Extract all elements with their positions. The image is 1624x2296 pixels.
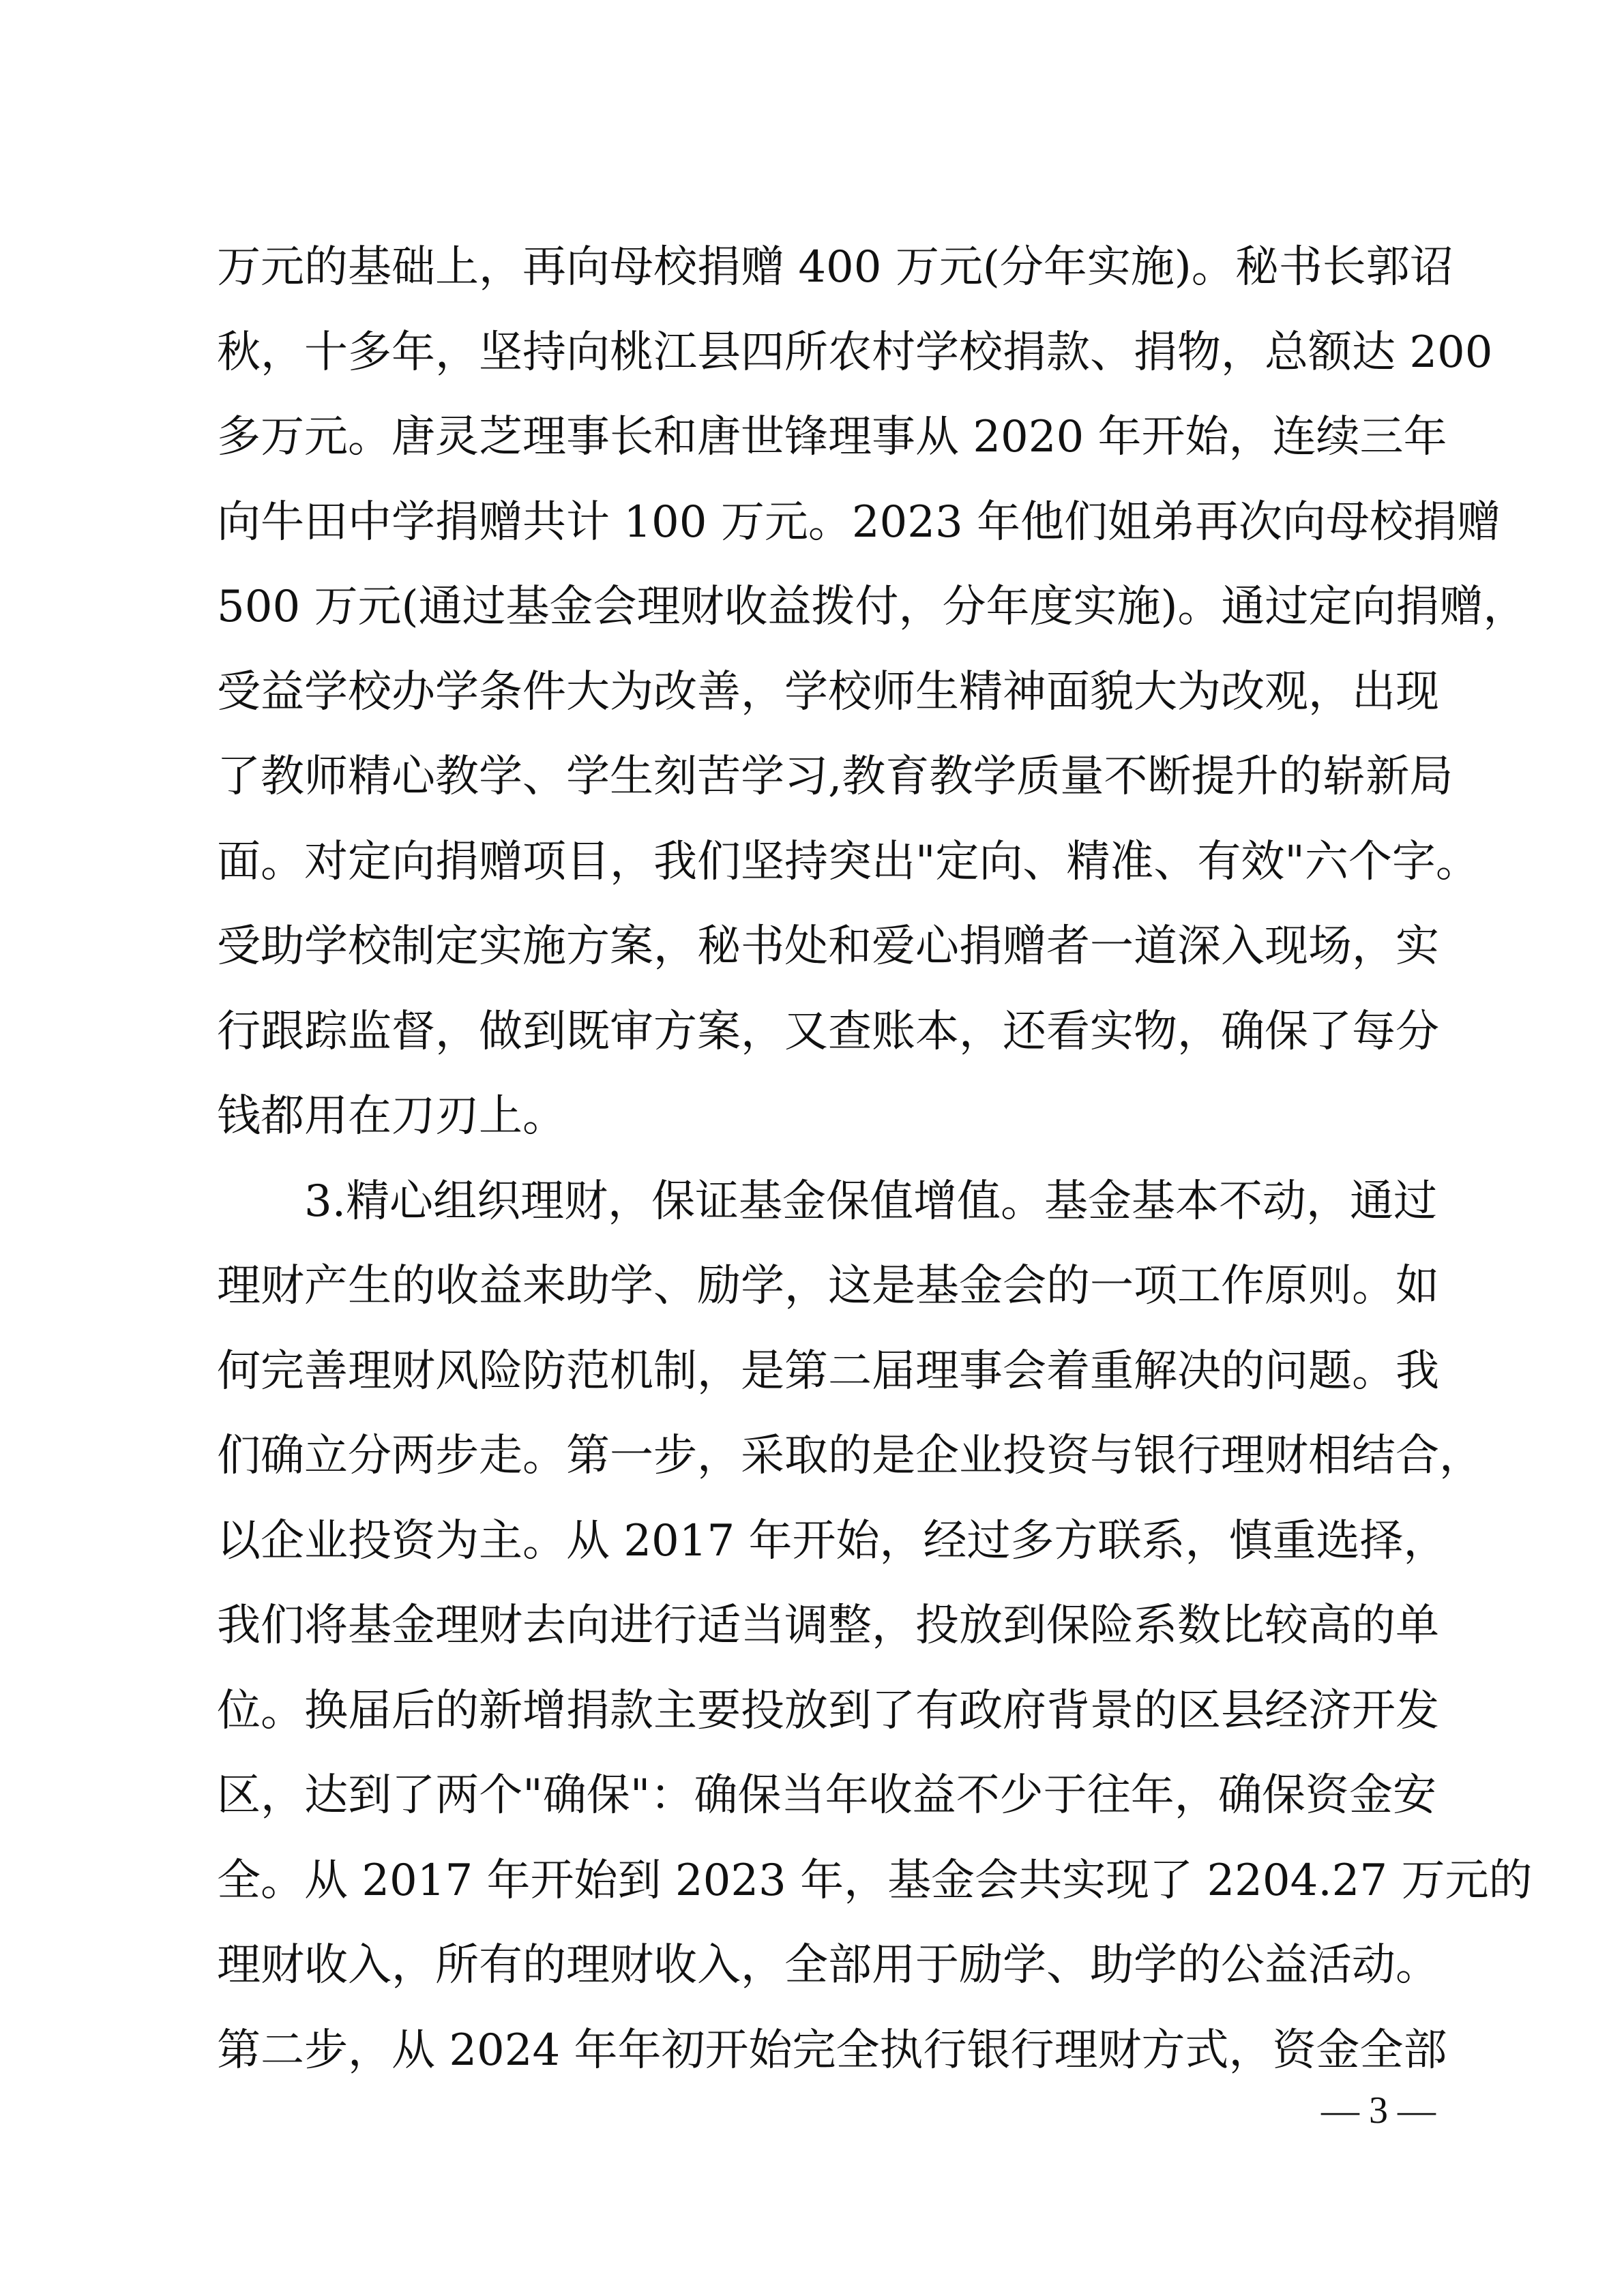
body-text — [217, 225, 1533, 2093]
page-number: — 3 — — [1321, 2089, 1436, 2132]
text-line: 秋，十多年，坚持向桃江县四所农村学校捐款、捐物，总额达 200 — [217, 327, 1493, 378]
paragraph — [217, 1159, 1533, 2093]
text-line: 区，达到了两个"确保"：确保当年收益不少于往年，确保资金安 — [217, 1770, 1436, 1821]
text-line: 位。换届后的新增捐款主要投放到了有政府背景的区县经济开发 — [217, 1685, 1439, 1736]
paragraph — [217, 225, 1527, 1159]
text-line: 全。从 2017 年开始到 2023 年，基金会共实现了 2204.27 万元的 — [217, 1855, 1533, 1906]
text-line: 们确立分两步走。第一步，采取的是企业投资与银行理财相结合， — [217, 1431, 1483, 1481]
text-line: 钱都用在刀刃上。 — [217, 1091, 566, 1142]
text-line: 以企业投资为主。从 2017 年开始，经过多方联系，慎重选择， — [217, 1515, 1447, 1566]
text-line: 受助学校制定实施方案，秘书处和爱心捐赠者一道深入现场，实 — [217, 921, 1439, 972]
text-line: 多万元。唐灵芝理事长和唐世锋理事从 2020 年开始，连续三年 — [217, 412, 1447, 462]
text-line: 第二步，从 2024 年年初开始完全执行银行理财方式，资金全部 — [217, 2025, 1447, 2076]
text-line: 受益学校办学条件大为改善，学校师生精神面貌大为改观，出现 — [217, 666, 1439, 717]
text-line: 行跟踪监督，做到既审方案，又查账本，还看实物，确保了每分 — [217, 1006, 1439, 1057]
text-line: 何完善理财风险防范机制，是第二届理事会着重解决的问题。我 — [217, 1345, 1439, 1397]
text-line: 了教师精心教学、学生刻苦学习,教育教学质量不断提升的崭新局 — [217, 751, 1453, 802]
text-line: 理财产生的收益来助学、励学，这是基金会的一项工作原则。如 — [217, 1261, 1439, 1311]
text-line: 理财收入，所有的理财收入，全部用于励学、助学的公益活动。 — [217, 1940, 1439, 1991]
text-line: 500 万元(通过基金会理财收益拨付，分年度实施)。通过定向捐赠， — [217, 582, 1527, 632]
text-line: 我们将基金理财去向进行适当调整，投放到保险系数比较高的单 — [217, 1600, 1439, 1651]
text-line: 面。对定向捐赠项目，我们坚持突出"定向、精准、有效"六个字。 — [217, 836, 1479, 887]
text-line: 向牛田中学捐赠共计 100 万元。2023 年他们姐弟再次向母校捐赠 — [217, 496, 1501, 548]
text-line: 万元的基础上，再向母校捐赠 400 万元(分年实施)。秘书长郭诏 — [217, 242, 1453, 293]
text-line: 3.精心组织理财，保证基金保值增值。基金基本不动，通过 — [304, 1176, 1438, 1227]
